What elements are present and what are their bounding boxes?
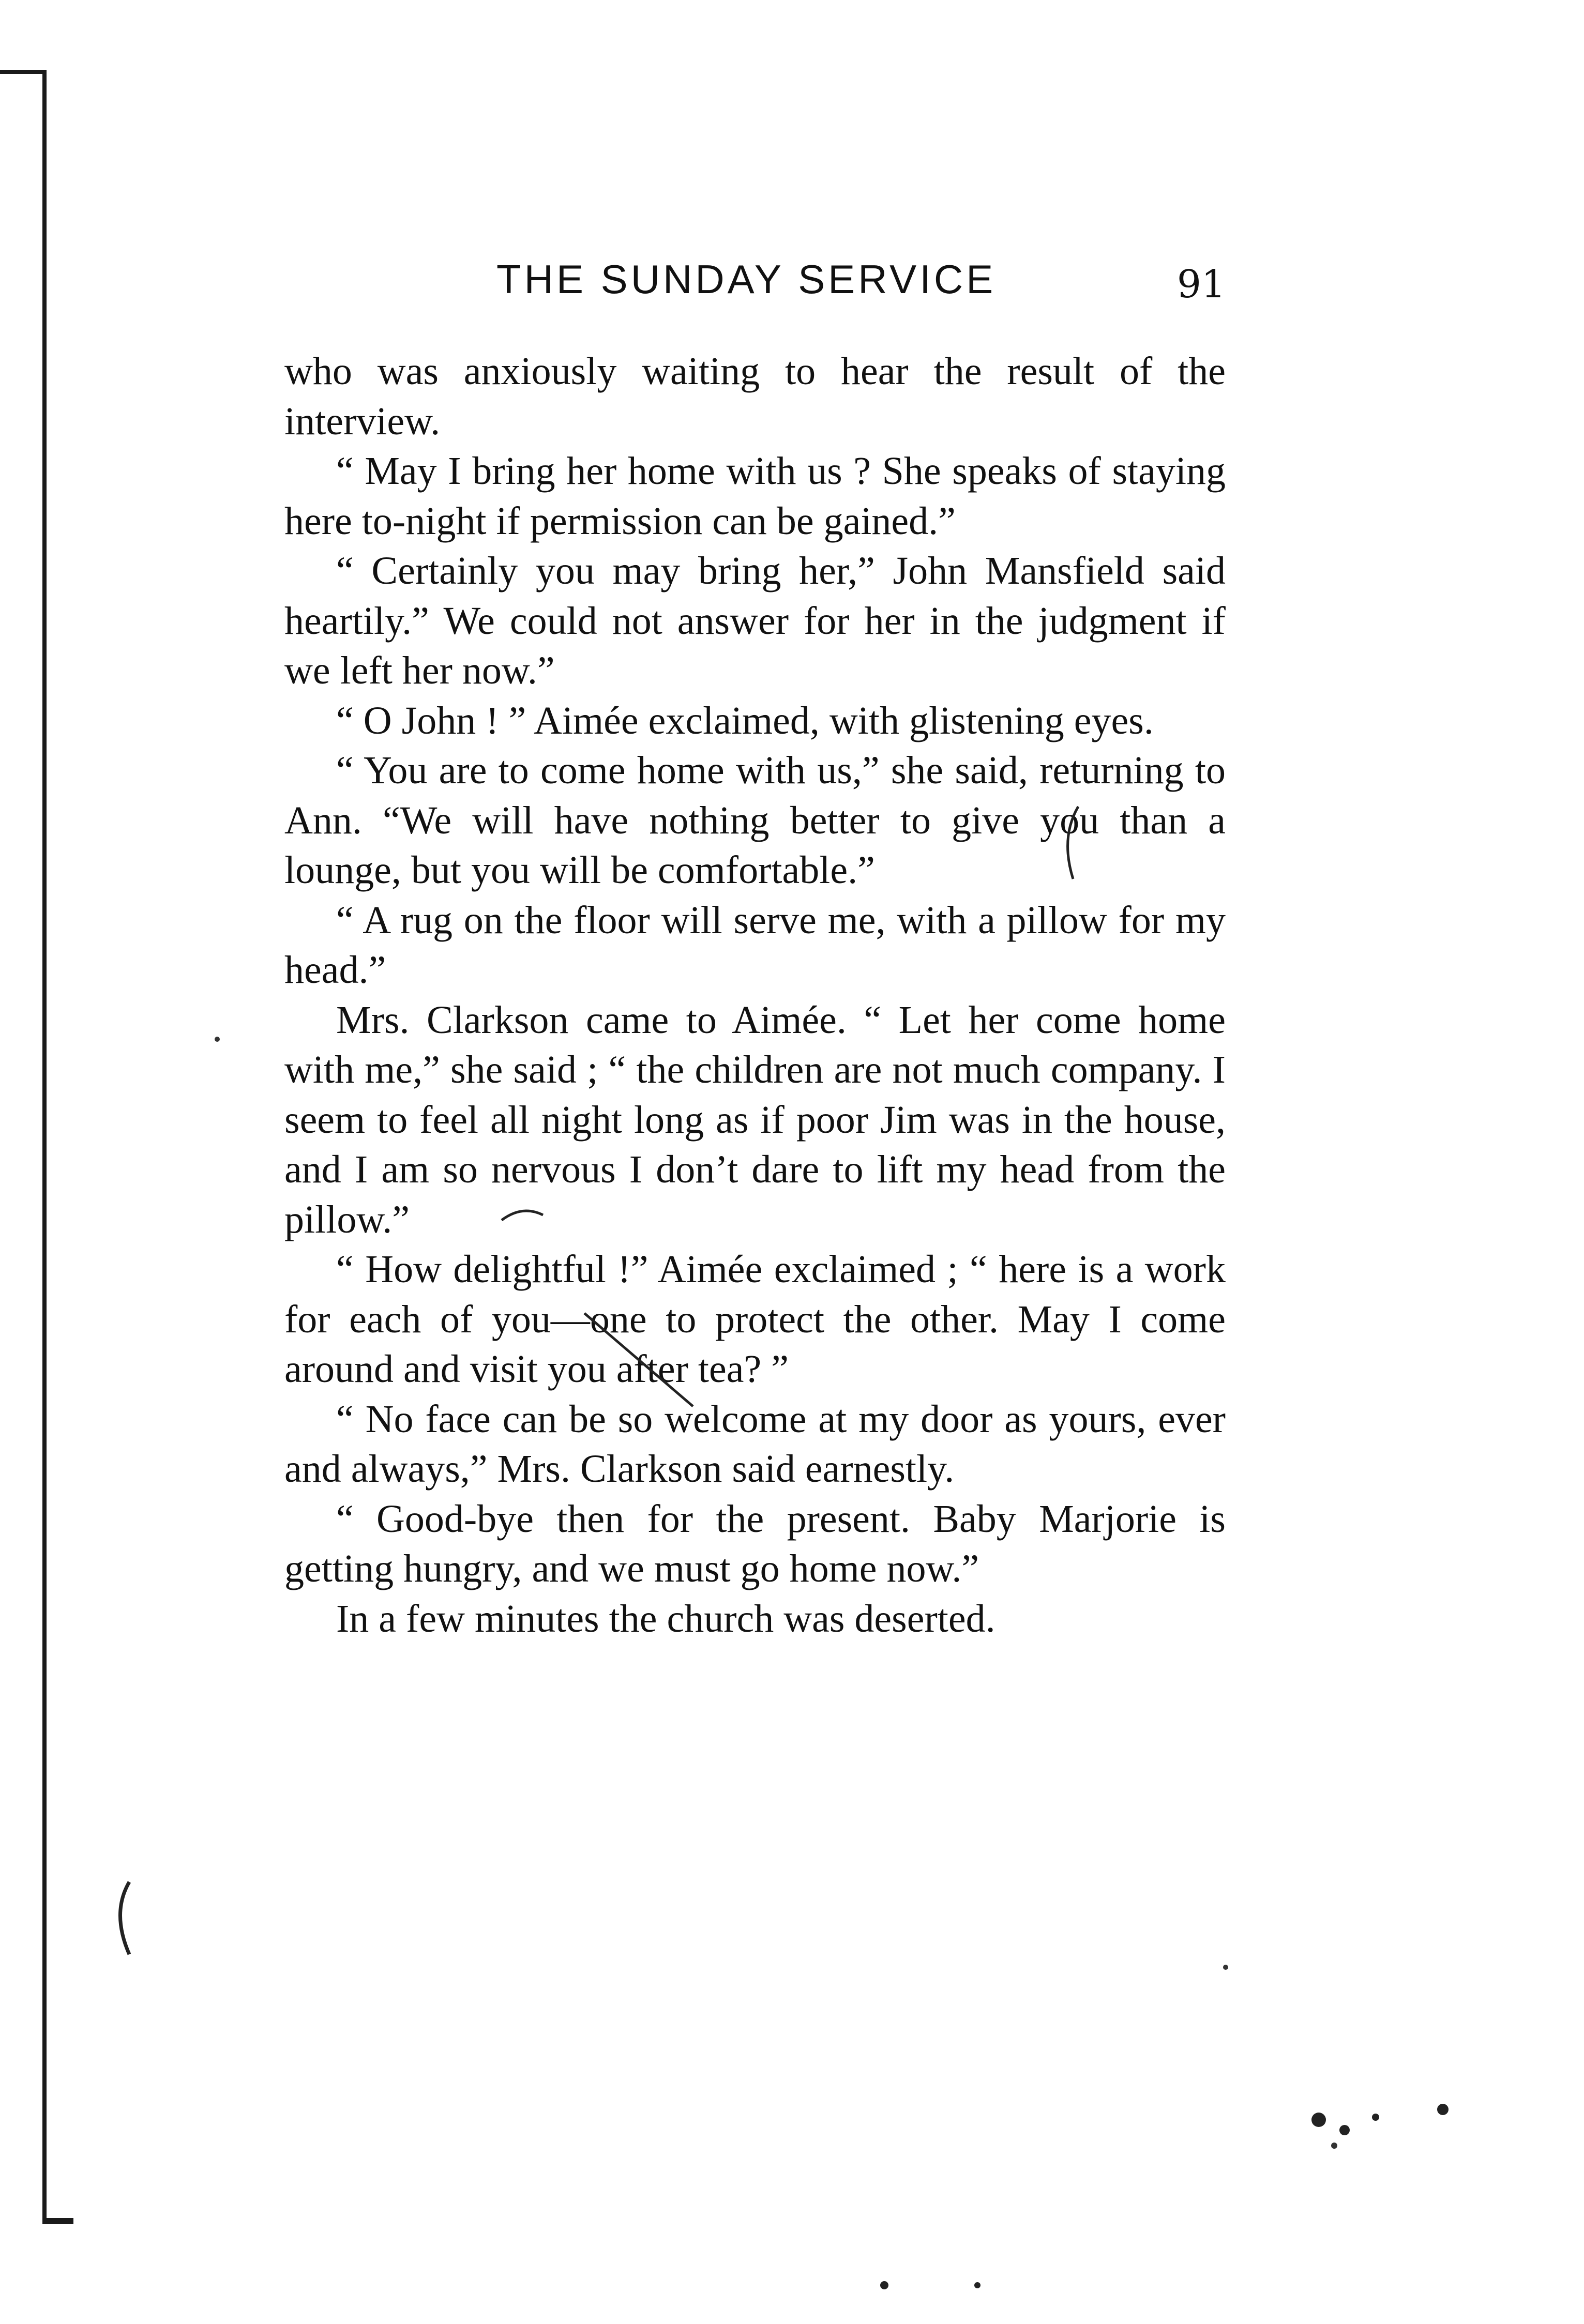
paragraph: “ O John ! ” Aimée exclaimed, with glistening eyes.: [336, 698, 1154, 742]
binding-edge-top: [0, 70, 47, 74]
binding-edge-bottom: [42, 2218, 73, 2224]
paragraph: “ Certainly you may bring her,” John Mansfield said heartily.” We could not answer for her in the judgment if we left her now.”: [284, 549, 1226, 692]
paragraph: In a few minutes the church was deserted.: [336, 1597, 995, 1641]
paragraph: “ You are to come home with us,” she said, returning to Ann. “We will have nothing better to give you than a lounge, but you will be comfortable.”: [284, 749, 1226, 892]
paragraph: “ No face can be so welcome at my door as yours, ever and always,” Mrs. Clarkson said earnestly.: [284, 1397, 1226, 1491]
paragraph: “ May I bring her home with us ? She speaks of staying here to-night if permission can be gained.”: [284, 449, 1226, 543]
page-number: 91: [1176, 262, 1226, 307]
paragraph: “ How delightful !” Aimée exclaimed ; “ here is a work for each of you—one to protect the other. May I come around and visit you after tea? ”: [284, 1248, 1226, 1391]
paragraph: who was anxiously waiting to hear the result of the interview.: [284, 350, 1226, 443]
running-title: THE SUNDAY SERVICE: [496, 256, 997, 302]
page-header: [284, 253, 1226, 315]
page-body: [284, 346, 1226, 1644]
paragraph: “ Good-bye then for the present. Baby Marjorie is getting hungry, and we must go home now.”: [284, 1497, 1226, 1590]
binding-edge: [42, 70, 47, 2221]
paragraph: Mrs. Clarkson came to Aimée. “ Let her come home with me,” she said ; “ the children are not much company. I seem to feel all night long as if poor Jim was in the house, and I am so nervous I don’t dare to lift my head from the pillow.”: [284, 998, 1226, 1241]
paragraph: “ A rug on the floor will serve me, with a pillow for my head.”: [284, 898, 1226, 992]
